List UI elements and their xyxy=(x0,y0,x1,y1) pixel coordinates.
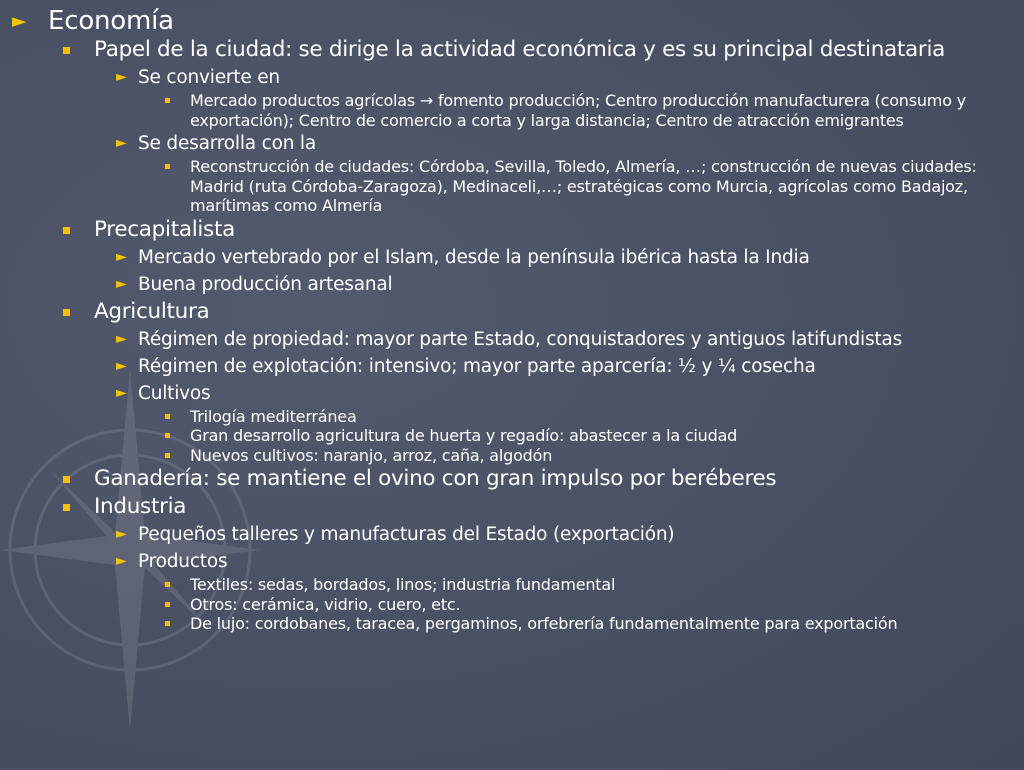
subbullet-text: Se convierte en xyxy=(138,67,280,88)
square-bullet-icon xyxy=(165,98,170,103)
square-bullet-icon xyxy=(63,476,70,483)
subbullet-regimen-propiedad xyxy=(0,326,1024,353)
subbullet-text: Mercado vertebrado por el Islam, desde la península ibérica hasta la India xyxy=(138,246,810,268)
bullet-text: Precapitalista xyxy=(94,216,235,242)
bullet-ganaderia xyxy=(0,465,1024,493)
subbullet-text: Buena producción artesanal xyxy=(138,273,393,295)
triangle-bullet-icon: ► xyxy=(116,330,127,347)
triangle-bullet-icon: ► xyxy=(116,69,127,85)
subbullet-text: Pequeños talleres y manufacturas del Estado (exportación) xyxy=(138,524,675,545)
bullet-text: Papel de la ciudad: se dirige la actividad económica y es su principal destinataria xyxy=(94,37,946,62)
detail-huerta-regadio xyxy=(0,426,1024,446)
heading-text: Economía xyxy=(48,6,174,36)
detail-text: Otros: cerámica, vidrio, cuero, etc. xyxy=(190,594,461,614)
detail-text: Nuevos cultivos: naranjo, arroz, caña, algodón xyxy=(190,445,553,465)
detail-text: Trilogía mediterránea xyxy=(190,406,357,426)
triangle-bullet-icon: ► xyxy=(116,553,127,569)
triangle-bullet-icon: ► xyxy=(116,357,127,374)
subbullet-text: Cultivos xyxy=(138,382,211,404)
square-bullet-icon xyxy=(63,504,70,511)
bullet-text: Industria xyxy=(94,494,187,519)
square-bullet-icon xyxy=(165,602,170,607)
square-bullet-icon xyxy=(165,414,170,419)
square-bullet-icon xyxy=(63,47,70,54)
bullet-text: Agricultura xyxy=(94,298,210,324)
detail-reconstruccion xyxy=(0,157,1024,216)
bullet-text: Ganadería: se mantiene el ovino con gran impulso por beréberes xyxy=(94,466,777,491)
subbullet-talleres xyxy=(0,521,1024,548)
detail-trilogia xyxy=(0,407,1024,427)
square-bullet-icon xyxy=(165,621,170,626)
subbullet-productos xyxy=(0,548,1024,575)
square-bullet-icon xyxy=(63,309,70,316)
detail-mercado xyxy=(0,91,1024,130)
detail-text: Gran desarrollo agricultura de huerta y regadío: abastecer a la ciudad xyxy=(190,426,738,445)
subbullet-regimen-explotacion xyxy=(0,353,1024,380)
detail-textiles xyxy=(0,575,1024,595)
square-bullet-icon xyxy=(63,227,70,234)
subbullet-cultivos xyxy=(0,380,1024,407)
triangle-bullet-icon: ► xyxy=(116,384,127,401)
subbullet-se-desarrolla xyxy=(0,130,1024,157)
triangle-bullet-icon: ► xyxy=(116,275,127,292)
triangle-bullet-icon: ► xyxy=(12,10,27,32)
square-bullet-icon xyxy=(165,164,170,169)
square-bullet-icon xyxy=(165,433,170,438)
subbullet-produccion-artesanal xyxy=(0,271,1024,298)
heading-economia xyxy=(0,6,1024,36)
detail-de-lujo xyxy=(0,614,1024,634)
triangle-bullet-icon: ► xyxy=(116,248,127,265)
bullet-precapitalista xyxy=(0,216,1024,244)
subbullet-text: Productos xyxy=(138,551,228,572)
detail-otros xyxy=(0,595,1024,615)
subbullet-se-convierte xyxy=(0,64,1024,91)
bullet-papel-ciudad xyxy=(0,36,1024,64)
square-bullet-icon xyxy=(165,582,170,587)
detail-text: Textiles: sedas, bordados, linos; industria fundamental xyxy=(190,575,616,594)
detail-text: De lujo: cordobanes, taracea, pergaminos, orfebrería fundamentalmente para exportación xyxy=(190,614,898,633)
bullet-agricultura xyxy=(0,298,1024,326)
triangle-bullet-icon: ► xyxy=(116,526,127,542)
subbullet-mercado-islam xyxy=(0,244,1024,271)
subbullet-text: Régimen de explotación: intensivo; mayor parte aparcería: ½ y ¼ cosecha xyxy=(138,355,816,377)
subbullet-text: Régimen de propiedad: mayor parte Estado, conquistadores y antiguos latifundistas xyxy=(138,328,903,350)
detail-text: Mercado productos agrícolas → fomento producción; Centro producción manufacturera (consumo y exportación); Centro de comercio a corta y larga distancia; Centro de atracción emigrantes xyxy=(190,91,966,130)
detail-text: Reconstrucción de ciudades: Córdoba, Sevilla, Toledo, Almería, …; construcción de nuevas ciudades: Madrid (ruta Córdoba-Zaragoza), Medinaceli,…; estratégicas como Murcia, agrícolas como Badajoz, marítimas como Almería xyxy=(190,157,977,215)
bullet-industria xyxy=(0,493,1024,521)
square-bullet-icon xyxy=(165,453,170,458)
detail-nuevos-cultivos xyxy=(0,446,1024,466)
triangle-bullet-icon: ► xyxy=(116,135,127,151)
subbullet-text: Se desarrolla con la xyxy=(138,133,316,154)
